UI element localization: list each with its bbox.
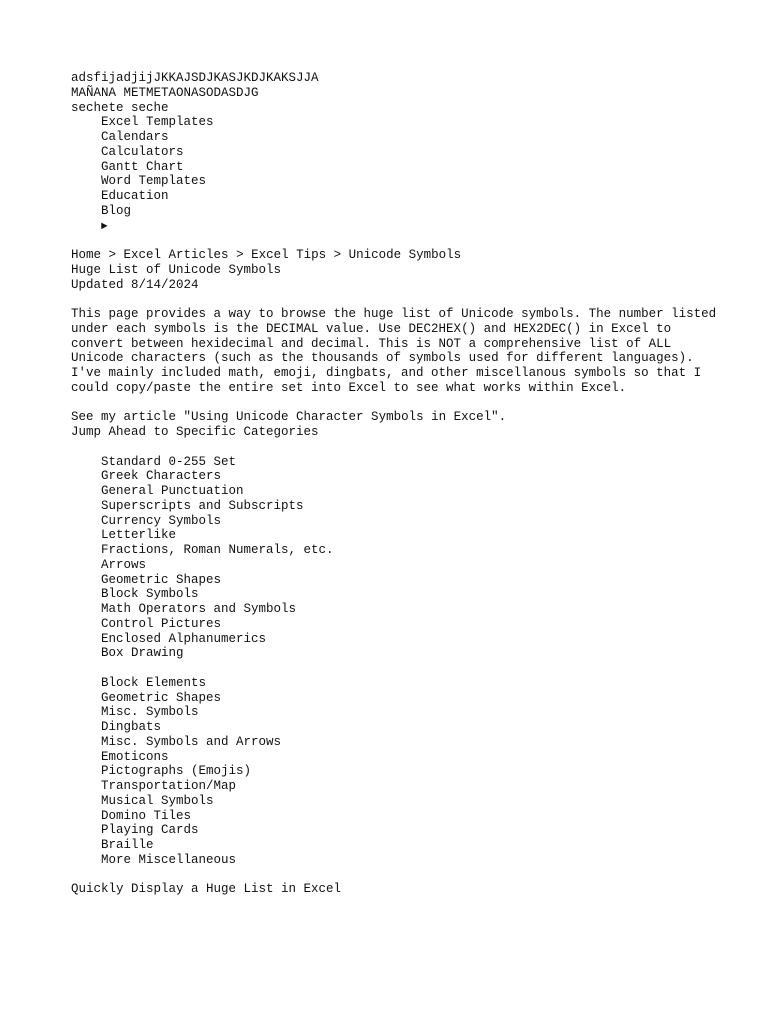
category-link[interactable]: Domino Tiles: [101, 808, 192, 823]
category-link[interactable]: Control Pictures: [101, 616, 222, 631]
category-link[interactable]: Geometric Shapes: [101, 690, 222, 705]
see-article-line: [71, 410, 731, 425]
category-link[interactable]: Emoticons: [101, 749, 169, 764]
breadcrumb-excel-articles[interactable]: Excel Articles: [123, 248, 229, 262]
category-link[interactable]: Superscripts and Subscripts: [101, 498, 304, 513]
nav-item-blog[interactable]: Blog: [101, 203, 132, 218]
category-link[interactable]: Transportation/Map: [101, 779, 237, 793]
breadcrumb-separator: >: [326, 248, 349, 262]
header-line-3: sechete seche: [71, 100, 169, 115]
breadcrumb-home[interactable]: Home: [71, 248, 102, 262]
breadcrumb: [71, 248, 731, 263]
category-link[interactable]: Musical Symbols: [101, 793, 214, 808]
category-link[interactable]: Arrows: [101, 557, 147, 572]
page-content: [71, 71, 731, 897]
page-title: Huge List of Unicode Symbols: [71, 262, 282, 277]
intro-paragraph: This page provides a way to browse the huge list of Unicode symbols. The number listed under each symbols is the DECIMAL value. Use DEC2HEX() and HEX2DEC() in Excel to convert between hexidecimal and decimal. This is NOT a comprehensive list of ALL Unicode characters (such as the thousands of symbols used for different languages). I've mainly included math, emoji, dingbats, and other miscellanous symbols so that I could copy/paste the entire set into Excel to see what works within Excel.: [71, 307, 717, 395]
section-heading: Quickly Display a Huge List in Excel: [71, 882, 342, 897]
category-link[interactable]: Letterlike: [101, 528, 177, 543]
main-nav: [71, 115, 731, 233]
category-link[interactable]: Standard 0-255 Set: [101, 454, 237, 469]
nav-item-calendars[interactable]: Calendars: [101, 130, 169, 144]
category-link[interactable]: Block Symbols: [101, 587, 199, 602]
breadcrumb-separator: >: [101, 248, 124, 262]
see-article-suffix: .: [498, 410, 507, 425]
category-list-a: [71, 455, 731, 662]
see-article-prefix: See my article: [71, 410, 184, 425]
category-link[interactable]: Block Elements: [101, 675, 207, 690]
category-link[interactable]: Fractions, Roman Numerals, etc.: [101, 543, 334, 557]
category-link[interactable]: Enclosed Alphanumerics: [101, 631, 267, 646]
expand-triangle-icon[interactable]: ►: [101, 220, 108, 233]
nav-item-excel-templates[interactable]: Excel Templates: [101, 115, 214, 130]
nav-item-calculators[interactable]: Calculators: [101, 144, 184, 159]
header-line-1: adsfijadjijJKKAJSDJKASJKDJKAKSJJA: [71, 71, 319, 85]
nav-item-word-templates[interactable]: Word Templates: [101, 174, 207, 189]
updated-date: Updated 8/14/2024: [71, 277, 199, 292]
category-link[interactable]: Greek Characters: [101, 469, 222, 484]
category-link[interactable]: Box Drawing: [101, 646, 184, 661]
nav-item-gantt-chart[interactable]: Gantt Chart: [101, 159, 184, 174]
breadcrumb-excel-tips[interactable]: Excel Tips: [251, 248, 327, 262]
category-link[interactable]: Pictographs (Emojis): [101, 764, 252, 779]
category-link[interactable]: Misc. Symbols: [101, 705, 199, 720]
breadcrumb-current: Unicode Symbols: [348, 248, 462, 262]
category-link[interactable]: Geometric Shapes: [101, 572, 222, 587]
category-list-b: [71, 676, 731, 868]
nav-item-education[interactable]: Education: [101, 189, 169, 203]
see-article-link[interactable]: "Using Unicode Character Symbols in Excel": [183, 410, 499, 425]
category-link[interactable]: Braille: [101, 838, 154, 852]
jump-ahead-heading: Jump Ahead to Specific Categories: [71, 425, 319, 439]
category-link[interactable]: Dingbats: [101, 720, 162, 734]
category-link[interactable]: Misc. Symbols and Arrows: [101, 734, 282, 749]
header-line-2: MAÑANA METMETAONASODASDJG: [71, 85, 259, 100]
category-link[interactable]: General Punctuation: [101, 484, 244, 498]
category-link[interactable]: Playing Cards: [101, 823, 199, 838]
breadcrumb-separator: >: [228, 248, 252, 262]
category-link[interactable]: Currency Symbols: [101, 513, 222, 528]
category-link[interactable]: More Miscellaneous: [101, 852, 237, 867]
category-link[interactable]: Math Operators and Symbols: [101, 602, 297, 616]
